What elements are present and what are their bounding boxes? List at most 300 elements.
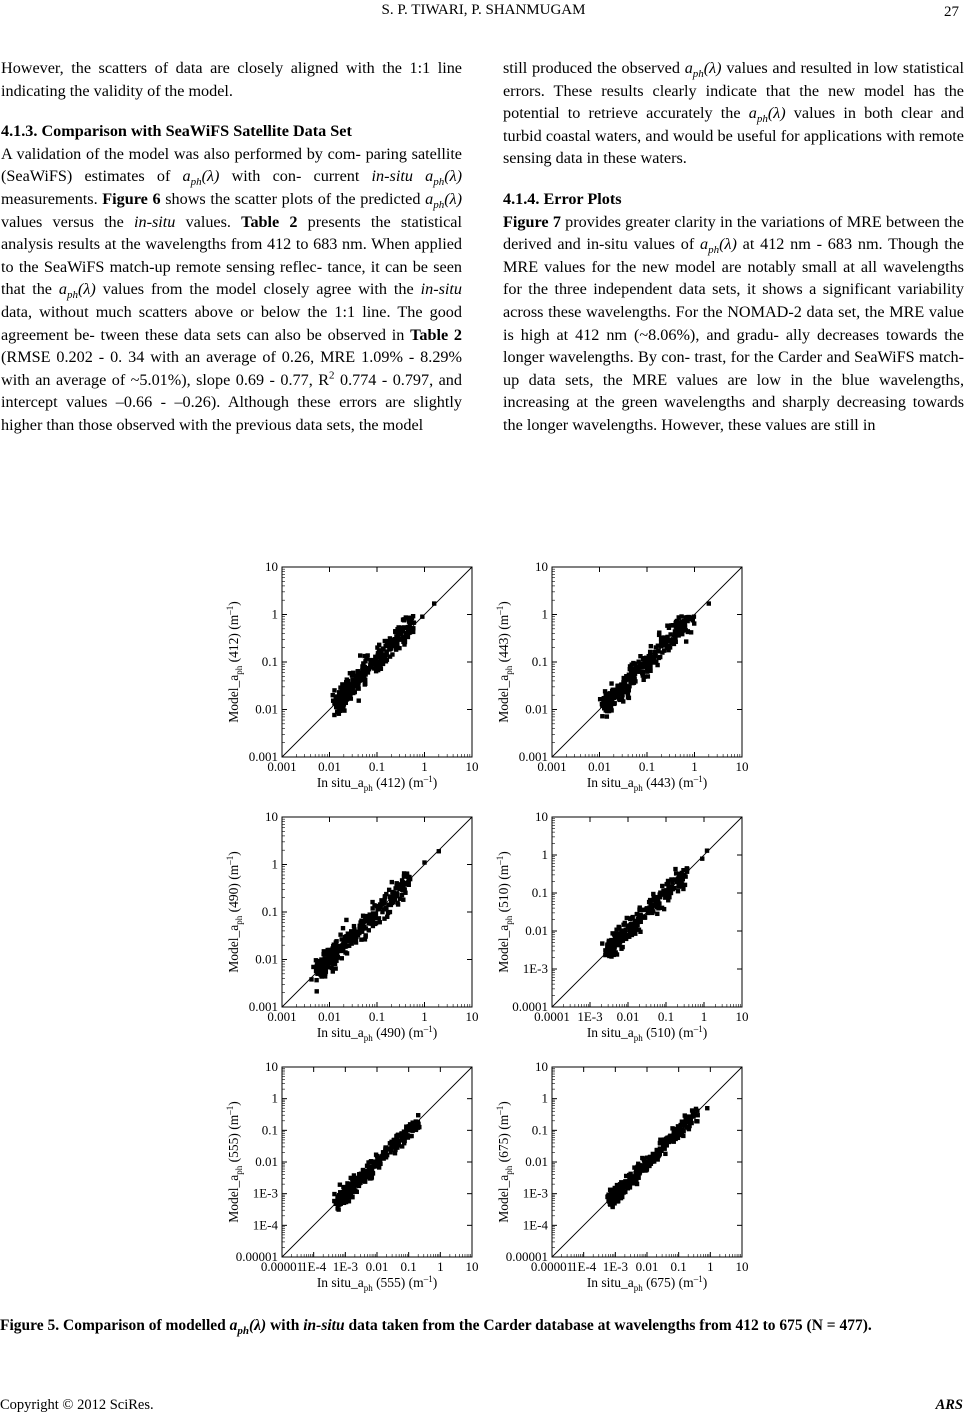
y-tick-label: 0.1 [261,654,278,669]
data-point [382,916,386,920]
data-point [679,1130,683,1134]
y-tick-label: 1E-4 [252,1217,278,1233]
data-point [676,1136,680,1140]
data-point [633,672,637,676]
data-point [648,653,652,657]
y-tick-label: 1 [541,1090,548,1106]
data-point [379,667,383,671]
data-point [605,714,609,718]
data-point [635,1167,639,1171]
data-point [637,670,641,674]
data-point [629,679,633,683]
x-tick-label: 1E-3 [577,1009,603,1024]
x-axis-label: In $situ\_a_{ph}$ (490) $(m^{-1})$ [316,1024,438,1043]
data-point [694,1107,698,1111]
data-point [366,1167,370,1171]
y-axis-label: $Model\_a_{ph}$ (510) $(m^{-1})$ [495,851,514,973]
data-point [640,1163,644,1167]
data-point [332,688,336,692]
data-point [614,928,618,932]
data-point [395,892,399,896]
figure-5-scatter-grid [220,555,750,1300]
data-point [655,1148,659,1152]
data-point [371,1171,375,1175]
y-tick-label: 1 [541,847,548,862]
data-point [414,1119,418,1123]
data-point [672,1127,676,1131]
data-point [349,929,353,933]
data-point [641,663,645,667]
data-point [417,1125,421,1129]
y-tick-label: 0.1 [531,654,548,669]
scatter-plot-510 [490,805,755,1050]
data-point [683,628,687,632]
data-point [360,930,364,934]
data-point [363,937,367,941]
data-point [657,630,661,634]
data-point [612,948,616,952]
data-point [402,1141,406,1145]
data-point [626,695,630,699]
x-axis-label: In $situ\_a_{ph}$ (443) $(m^{-1})$ [586,774,708,793]
data-point [381,901,385,905]
data-point [618,692,622,696]
data-point [395,1145,399,1149]
data-point [350,681,354,685]
data-point [631,929,635,933]
data-point [322,956,326,960]
data-point [651,1152,655,1156]
data-point [422,860,426,864]
data-point [626,934,630,938]
data-point [314,978,318,982]
data-point [665,623,669,627]
data-point [658,1141,662,1145]
data-point [356,680,360,684]
data-point [675,878,679,882]
data-point [645,669,649,673]
data-point [432,601,436,605]
data-point [392,1138,396,1142]
data-point [406,880,410,884]
data-point [681,877,685,881]
data-point [696,1113,700,1117]
x-tick-label: 0.1 [368,759,386,774]
y-tick-label: 0.00001 [505,1249,548,1264]
data-point [675,627,679,631]
y-axis-label: $Model\_a_{ph}$ (443) $(m^{-1})$ [495,601,514,723]
data-point [626,923,630,927]
data-point [620,945,624,949]
x-tick-label: 10 [735,759,749,774]
data-point [390,880,394,884]
data-point [366,914,370,918]
data-point [605,709,609,713]
x-tick-label: 0.00001 [530,1259,574,1274]
x-tick-label: 10 [465,1009,479,1024]
data-point [388,644,392,648]
data-point [603,953,607,957]
data-point [374,1164,378,1168]
data-point [404,631,408,635]
data-point [662,1147,666,1151]
y-tick-label: 1E-4 [522,1217,548,1233]
y-tick-label: 1E-3 [522,1185,548,1201]
data-point [395,639,399,643]
data-point [326,961,330,965]
data-point [341,926,345,930]
data-point [609,681,613,685]
y-tick-label: 0.01 [525,1154,548,1169]
x-tick-label: 0.00001 [260,1259,304,1274]
data-point [400,635,404,639]
data-point [655,912,659,916]
data-point [345,934,349,938]
scatter-plot-412 [220,555,485,800]
scatter-points [598,601,711,718]
data-point [402,617,406,621]
data-point [369,1159,373,1163]
data-point [335,954,339,958]
data-point [359,1179,363,1183]
data-point [403,1130,407,1134]
y-tick-label: 1 [271,856,278,872]
data-point [331,693,335,697]
y-tick-label: 0.1 [531,1122,548,1138]
data-point [398,897,402,901]
y-tick-label: 0.01 [255,1154,278,1169]
data-point [399,1131,403,1135]
y-tick-label: 10 [265,559,278,574]
data-point [623,929,627,933]
data-point [377,916,381,920]
data-point [630,1180,634,1184]
data-point [339,694,343,698]
data-point [380,910,384,914]
data-point [694,1119,698,1123]
data-point [369,665,373,669]
data-point [600,941,604,945]
data-point [660,884,664,888]
data-point [644,1168,648,1172]
data-point [667,1138,671,1142]
data-point [657,656,661,660]
y-tick-label: 10 [535,1059,548,1074]
data-point [402,888,406,892]
data-point [651,909,655,913]
data-point [618,1182,622,1186]
y-tick-label: 0.00001 [235,1249,278,1264]
data-point [375,904,379,908]
x-tick-label: 0.01 [616,1009,640,1024]
data-point [669,623,673,627]
data-point [663,1141,667,1145]
data-point [362,1175,366,1179]
x-tick-label: 0.1 [657,1009,675,1024]
data-point [664,637,668,641]
data-point [621,1190,625,1194]
data-point [338,698,342,702]
data-point [626,691,630,695]
data-point [646,674,650,678]
data-point [683,883,687,887]
data-point [600,714,604,718]
data-point [323,971,327,975]
data-point [337,1202,341,1206]
data-point [383,1145,387,1149]
data-point [363,659,367,663]
right-column [503,57,964,437]
paragraph: A validation of the model was also performed by com- paring satellite (SeaWiFS) estimates of $a_{ph}(\lambda)$ with con- current in-situ $a_{ph}(\lambda)$ measurements. Figure 6 shows the scatter plots of the predicted $a_{ph}(\lambda)$ values versus the in-situ values. Table 2 presents the statistical analysis results at the wavelengths from 412 to 683 nm. When applied to the SeaWiFS match-up remote sensing reflec- tance, it can be seen that the $a_{ph}(\lambda)$ values from the model closely agree with the in-situ data, without much scatters above or below the 1:1 line. The good agreement be- tween these data sets can also be observed in Table 2 (RMSE 0.202 - 0. 34 with an average of 0.26, MRE 1.09% - 8.29% with an average of ~5.01%), slope 0.69 - 0.77, $R^2$ 0.774 - 0.797, and intercept values –0.66 - –0.26). Although these errors are slightly higher than those observed with the previous data sets, the model [1,144,462,434]
data-point [627,674,631,678]
scatter-points [605,1106,709,1209]
data-point [700,856,704,860]
data-point [616,686,620,690]
data-point [384,653,388,657]
data-point [648,898,652,902]
data-point [402,642,406,646]
data-point [610,700,614,704]
data-point [656,648,660,652]
data-point [663,895,667,899]
data-point [689,630,693,634]
y-tick-label: 0.01 [525,701,548,717]
data-point [408,619,412,623]
data-point [331,956,335,960]
data-point [680,632,684,636]
data-point [334,947,338,951]
data-point [649,644,653,648]
data-point [612,953,616,957]
x-tick-label: 0.01 [365,1259,389,1274]
data-point [341,942,345,946]
data-point [345,1181,349,1185]
data-point [315,961,319,965]
data-point [692,621,696,625]
data-point [373,655,377,659]
data-point [367,1173,371,1177]
data-point [370,659,374,663]
data-point [340,956,344,960]
x-tick-label: 0.0001 [534,1009,570,1024]
data-point [705,848,709,852]
data-point [646,1161,650,1165]
data-point [656,900,660,904]
x-tick-label: 1E-4 [571,1259,597,1274]
data-point [391,1144,395,1148]
data-point [393,897,397,901]
y-axis-label: $Model\_a_{ph}$ (412) $(m^{-1})$ [225,601,244,723]
data-point [350,1189,354,1193]
data-point [673,867,677,871]
data-point [332,701,336,705]
section-heading-4-1-3: 4.1.3. Comparison with SeaWiFS Satellite Data Set [1,122,352,141]
data-point [663,1152,667,1156]
y-tick-label: 0.1 [531,885,548,900]
x-tick-label: 0.01 [588,759,611,774]
data-point [358,1172,362,1176]
data-point [685,1120,689,1124]
data-point [309,977,313,981]
data-point [684,639,688,643]
x-tick-label: 0.01 [318,759,341,774]
x-tick-label: 1 [421,1009,428,1024]
y-axis-label: $Model\_a_{ph}$ (675) $(m^{-1})$ [495,1101,514,1223]
data-point [329,966,333,970]
copyright: Copyright © 2012 SciRes. [0,1397,154,1413]
scatter-plot-555 [220,1055,485,1300]
data-point [609,1196,613,1200]
data-point [357,698,361,702]
data-point [672,634,676,638]
data-point [396,902,400,906]
y-tick-label: 0.1 [261,904,278,919]
data-point [337,1197,341,1201]
data-point [380,1154,384,1158]
data-point [381,646,385,650]
page-number: 27 [944,4,959,20]
data-point [636,1162,640,1166]
data-point [377,648,381,652]
y-tick-label: 1E-3 [252,1185,278,1201]
y-tick-label: 1 [271,1090,278,1106]
data-point [355,675,359,679]
y-tick-label: 0.01 [255,951,278,967]
data-point [612,695,616,699]
data-point [358,653,362,657]
data-point [676,1124,680,1128]
data-point [638,654,642,658]
data-point [625,916,629,920]
data-point [345,688,349,692]
running-header [0,2,967,24]
data-point [636,660,640,664]
data-point [631,661,635,665]
data-point [668,645,672,649]
y-tick-label: 0.001 [248,749,278,764]
data-point [665,882,669,886]
x-tick-label: 1 [421,759,428,774]
x-tick-label: 0.001 [537,759,567,774]
data-point [376,661,380,665]
x-tick-label: 1 [437,1259,444,1274]
data-point [352,924,356,928]
data-point [686,1126,690,1130]
y-tick-label: 10 [265,1059,278,1074]
data-point [361,914,365,918]
data-point [332,943,336,947]
section-heading-4-1-4: 4.1.4. Error Plots [503,189,622,208]
data-point [410,1129,414,1133]
data-point [655,663,659,667]
data-point [664,888,668,892]
data-point [621,699,625,703]
x-axis-label: In $situ\_a_{ph}$ (412) $(m^{-1})$ [316,774,438,793]
data-point [654,1156,658,1160]
paragraph: Figure 7 provides greater clarity in the variations of MRE between the derived and in-situ values of $a_{ph}(\lambda)$ at 412 nm - 683 nm. Though the MRE values for the new model are notably small at all wavelengths for the three independent data sets, it shows a significant variability across these wavelengths. For the NOMAD-2 data set, the MRE value is high at 412 nm (~8.06%), and gradu- ally decreases towards the longer wavelengths. By con- trast, for the Carder and SeaWiFS match-up data sets, the MRE values are low in the blue wavelengths, increasing at the green wavelengths and sharply decreasing towards the longer wavelengths. However, these values are still in [503,212,964,434]
data-point [380,655,384,659]
data-point [345,677,349,681]
scatter-points [600,848,709,958]
x-tick-label: 0.1 [400,1259,417,1274]
x-tick-label: 0.001 [267,759,297,774]
data-point [363,682,367,686]
y-tick-label: 1E-3 [522,961,548,976]
data-point [618,934,622,938]
x-tick-label: 0.01 [318,1009,341,1024]
data-point [338,932,342,936]
data-point [420,614,424,618]
data-point [350,1177,354,1181]
data-point [612,932,616,936]
data-point [635,919,639,923]
data-point [630,1176,634,1180]
y-tick-label: 1 [541,606,548,622]
data-point [335,1206,339,1210]
y-axis-label: $Model\_a_{ph}$ (490) $(m^{-1})$ [225,851,244,973]
data-point [675,619,679,623]
data-point [383,1149,387,1153]
y-tick-label: 0.001 [518,749,548,764]
data-point [393,886,397,890]
x-axis-label: In $situ\_a_{ph}$ (675) $(m^{-1})$ [586,1274,708,1293]
data-point [612,1188,616,1192]
x-tick-label: 0.01 [635,1259,659,1274]
y-tick-label: 0.01 [255,701,278,717]
data-point [674,640,678,644]
data-point [357,924,361,928]
data-point [315,989,319,993]
paragraph: still produced the observed $a_{ph}(\lambda)$ values and resulted in low statistical errors. These results clearly indicate that the new model has the potential to retrieve accurately the $a_{ph}(\lambda)$ values in both clear and turbid coastal waters, and would be useful for applications with remote sensing data in these waters. [503,59,964,168]
left-column [1,57,462,437]
data-point [394,645,398,649]
data-point [360,664,364,668]
data-point [682,619,686,623]
x-tick-label: 10 [735,1259,749,1274]
scatter-points [331,601,437,717]
data-point [388,640,392,644]
data-point [668,632,672,636]
data-point [603,689,607,693]
scatter-plot-675 [490,1055,755,1300]
x-tick-label: 0.1 [670,1259,687,1274]
x-tick-label: 10 [735,1009,749,1024]
data-point [634,926,638,930]
data-point [363,654,367,658]
x-tick-label: 10 [465,1259,479,1274]
scatter-plot-490 [220,805,485,1050]
paragraph: However, the scatters of data are closely aligned with the 1:1 line indicating the validity of the model. [1,59,462,100]
scatter-points [332,1113,421,1212]
journal-abbrev: ARS [935,1397,963,1413]
data-point [645,661,649,665]
figure-caption: Figure 5. Comparison of modelled $a_{ph}(\lambda)$ with in-situ data taken from the Carder database at wavelengths from 412 to 675 (N = 477). [0,1317,872,1338]
x-tick-label: 0.1 [638,759,656,774]
x-axis-label: In $situ\_a_{ph}$ (555) $(m^{-1})$ [316,1274,438,1293]
data-point [705,1106,709,1110]
y-tick-label: 0.001 [248,999,278,1014]
data-point [386,911,390,915]
data-point [319,961,323,965]
data-point [366,669,370,673]
scatter-points [309,849,441,993]
data-point [369,921,373,925]
x-tick-label: 1 [707,1259,714,1274]
x-tick-label: 0.001 [267,1009,297,1024]
data-point [616,939,620,943]
data-point [631,667,635,671]
y-tick-label: 1 [271,606,278,622]
